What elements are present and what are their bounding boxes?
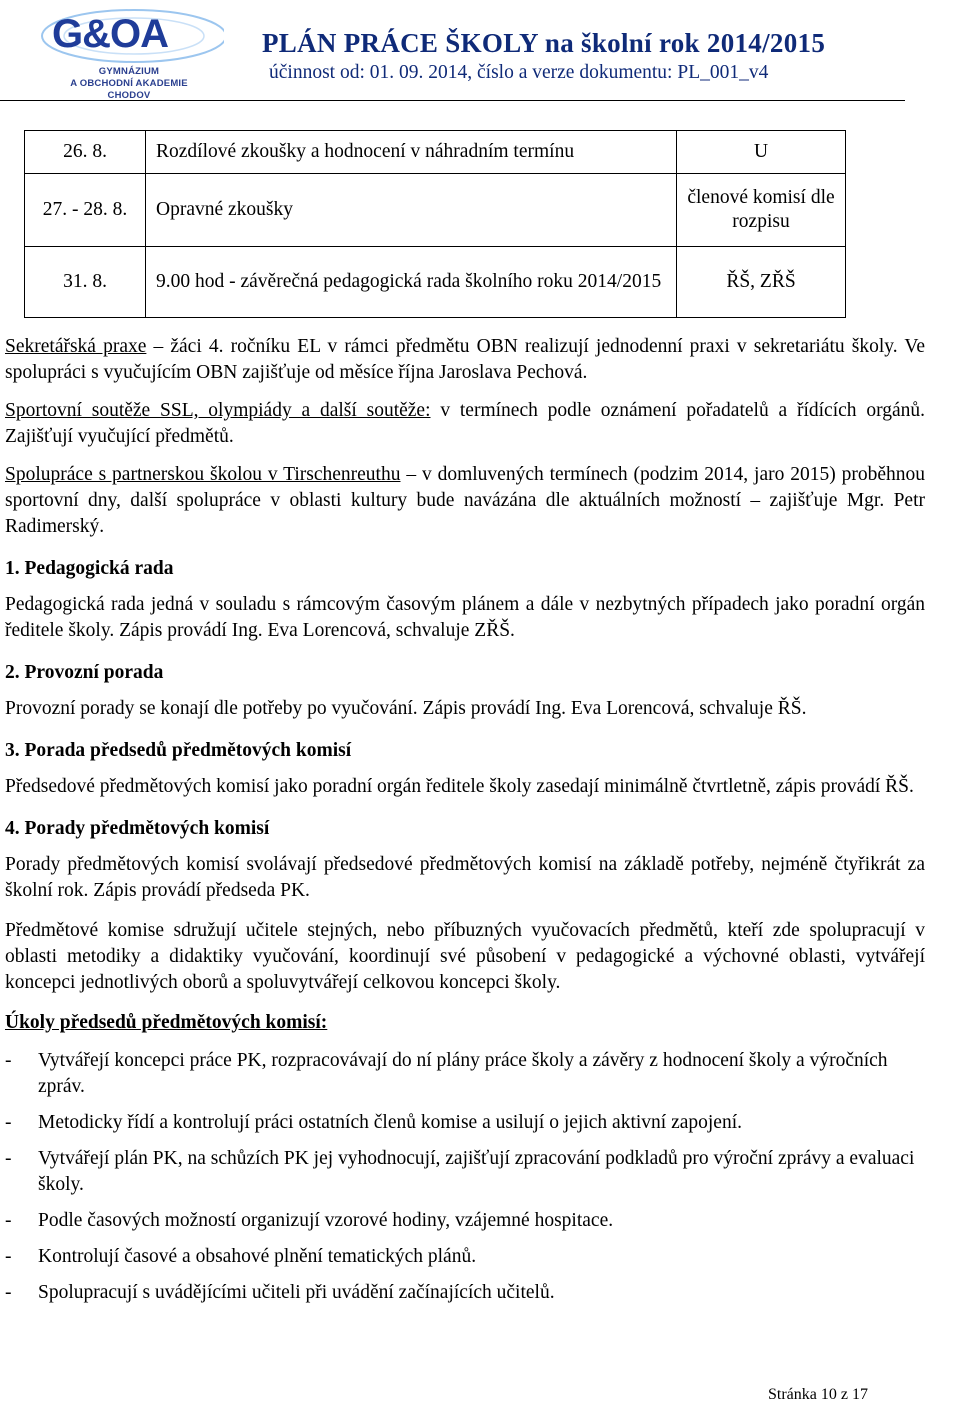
section-text: Porady předmětových komisí svolávají předsedové předmětových komisí na základě potřeby, nejméně čtyřikrát za školní rok. Zápis provádí předseda PK.	[5, 854, 925, 901]
event-cell: 9.00 hod - závěrečná pedagogická rada školního roku 2014/2015	[146, 247, 677, 318]
list-item	[5, 1280, 925, 1306]
responsible-cell: U	[677, 131, 846, 174]
date-cell: 26. 8.	[25, 131, 146, 174]
table-row	[25, 247, 846, 318]
bullet-dash: -	[5, 1148, 12, 1169]
list-item	[5, 1110, 925, 1136]
event-cell: Rozdílové zkoušky a hodnocení v náhradním termínu	[146, 131, 677, 174]
event-cell: Opravné zkoušky	[146, 174, 677, 247]
logo-line-2: A OBCHODNÍ AKADEMIE	[70, 78, 188, 89]
table-row	[25, 174, 846, 247]
responsible-cell: členové komisí dle rozpisu	[677, 174, 846, 247]
sekretarska-lead: Sekretářská praxe	[5, 336, 147, 357]
list-item	[5, 1146, 925, 1198]
section-heading: 3. Porada předsedů předmětových komisí	[5, 740, 352, 761]
section-heading: 1. Pedagogická rada	[5, 558, 174, 579]
list-item-text: Kontrolují časové a obsahové plnění tematických plánů.	[38, 1246, 477, 1267]
tasks-heading: Úkoly předsedů předmětových komisí:	[5, 1012, 328, 1033]
list-item	[5, 1048, 925, 1100]
list-item-text: Vytvářejí koncepci práce PK, rozpracovávají do ní plány práce školy a závěry z hodnocení školy a výročních zpráv.	[38, 1050, 888, 1097]
bullet-dash: -	[5, 1210, 12, 1231]
document-body	[5, 334, 925, 1306]
section-text: Předsedové předmětových komisí jako poradní orgán ředitele školy zasedají minimálně čtvrtletně, zápis provádí ŘŠ.	[5, 776, 914, 797]
logo-wordmark: G&OA	[52, 12, 168, 56]
section-heading: 4. Porady předmětových komisí	[5, 818, 270, 839]
list-item	[5, 1208, 925, 1234]
partner-lead: Spolupráce s partnerskou školou v Tirschenreuthu	[5, 464, 401, 485]
bullet-dash: -	[5, 1050, 12, 1071]
page-header	[0, 0, 960, 110]
tasks-list	[5, 1048, 925, 1306]
paragraph-sport	[5, 398, 925, 450]
document-title: PLÁN PRÁCE ŠKOLY na školní rok 2014/2015	[262, 28, 826, 58]
page-number: Stránka 10 z 17	[768, 1386, 868, 1403]
paragraph-komise: Předmětové komise sdružují učitele stejných, nebo příbuzných vyučovacích předmětů, kteří zde spolupracují v oblasti metodiky a didaktiky vyučování, koordinují své působení v pedagogické a výchovné oblasti, vytvářejí koncepci jednotlivých oborů a spoluvytvářejí celkovou koncepci školy.	[5, 920, 925, 993]
paragraph-partner	[5, 462, 925, 540]
section-heading: 2. Provozní porada	[5, 662, 164, 683]
document-subtitle: účinnost od: 01. 09. 2014, číslo a verze dokumentu: PL_001_v4	[269, 62, 769, 83]
date-cell: 31. 8.	[25, 247, 146, 318]
table-row	[25, 131, 846, 174]
logo-line-1: GYMNÁZIUM	[98, 66, 160, 77]
schedule-table	[24, 130, 846, 318]
list-item-text: Podle časových možností organizují vzorové hodiny, vzájemné hospitace.	[38, 1210, 614, 1231]
bullet-dash: -	[5, 1282, 12, 1303]
header-divider	[0, 100, 905, 101]
sekretarska-text: – žáci 4. ročníku EL v rámci předmětu OBN realizují jednodenní praxi v sekretariátu školy. Ve spolupráci s vyučujícím OBN zajišťuje od měsíce října Jaroslava Pechová.	[5, 336, 925, 383]
list-item-text: Vytvářejí plán PK, na schůzích PK jej vyhodnocují, zajišťují zpracování podkladů pro výroční zprávy a evaluaci školy.	[38, 1148, 915, 1195]
date-cell: 27. - 28. 8.	[25, 174, 146, 247]
sport-text: v termínech podle oznámení pořadatelů a řídících orgánů. Zajišťují vyučující předmětů.	[5, 400, 926, 447]
partner-text: – v domluvených termínech (podzim 2014, jaro 2015) proběhnou sportovní dny, další spolupráce v oblasti kultury bude navázána dle aktuálních možností – zajišťuje Mgr. Petr Radimerský.	[5, 464, 925, 537]
list-item-text: Metodicky řídí a kontrolují práci ostatních členů komise a usilují o jejich aktivní zapojení.	[38, 1112, 742, 1133]
section-text: Provozní porady se konají dle potřeby po vyučování. Zápis provádí Ing. Eva Lorencová, schvaluje ŘŠ.	[5, 698, 807, 719]
school-logo	[34, 6, 224, 102]
paragraph-sekretarska-praxe	[5, 334, 925, 386]
list-item	[5, 1244, 925, 1270]
bullet-dash: -	[5, 1246, 12, 1267]
section-text: Pedagogická rada jedná v souladu s rámcovým časovým plánem a dále v nezbytných případech jako poradní orgán ředitele školy. Zápis provádí Ing. Eva Lorencová, schvaluje ZŘŠ.	[5, 594, 925, 641]
bullet-dash: -	[5, 1112, 12, 1133]
list-item-text: Spolupracují s uvádějícími učiteli při uvádění začínajících učitelů.	[38, 1282, 555, 1303]
logo-line-3: CHODOV	[107, 90, 151, 101]
responsible-cell: ŘŠ, ZŘŠ	[677, 247, 846, 318]
sport-lead: Sportovní soutěže SSL, olympiády a další soutěže:	[5, 400, 431, 421]
